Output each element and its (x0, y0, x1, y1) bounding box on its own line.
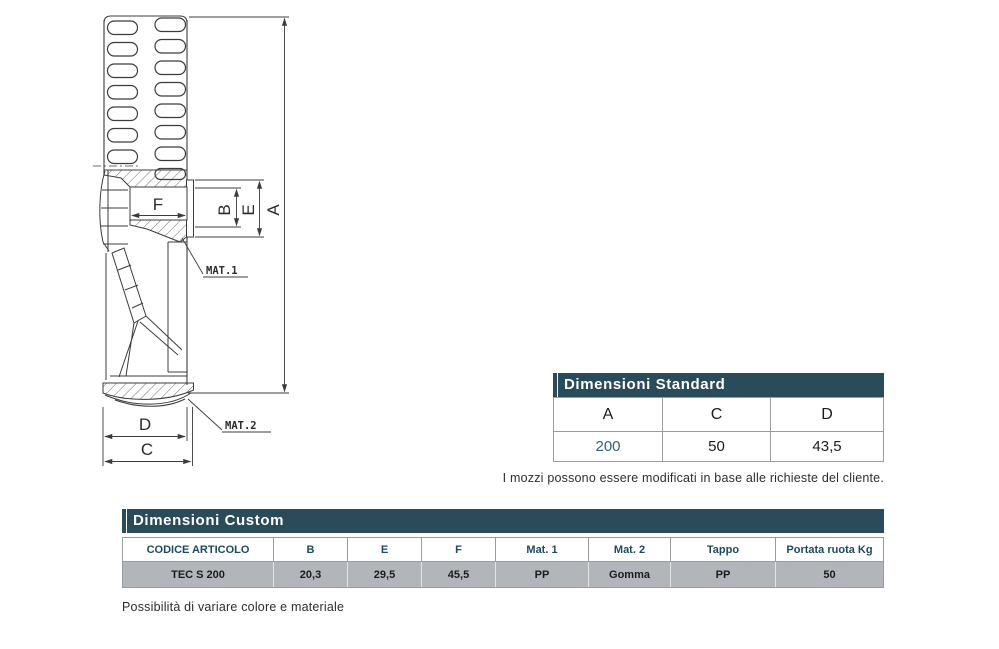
standard-table-header-row (554, 398, 883, 432)
bracket-profile (100, 170, 128, 252)
flange-section-hatched (104, 170, 194, 187)
standard-value-c: 50 (663, 432, 771, 461)
custom-table (122, 537, 884, 588)
custom-table-data-row (123, 562, 883, 587)
hub-lower-section-hatched (130, 220, 187, 242)
custom-col-mat2: Mat. 2 (589, 538, 671, 562)
standard-value-d: 43,5 (812, 438, 842, 455)
bottom-tread-section-hatched (103, 383, 194, 399)
standard-section-titlebar (553, 373, 884, 397)
standard-table (553, 397, 884, 462)
standard-note: I mozzi possono essere modificati in base alle richieste del cliente. (502, 471, 884, 485)
custom-col-portata: Portata ruota Kg (776, 538, 883, 562)
custom-cell-mat1: PP (496, 562, 589, 587)
custom-col-mat1: Mat. 1 (496, 538, 589, 562)
custom-cell-e: 29,5 (348, 562, 422, 587)
custom-col-tappo: Tappo (671, 538, 776, 562)
custom-cell-mat2: Gomma (589, 562, 671, 587)
titlebar-accent-line (126, 509, 127, 533)
dim-label-a: A (264, 204, 283, 216)
standard-table-value-row (554, 432, 883, 461)
standard-col-d: D (771, 398, 883, 432)
dim-label-c: C (140, 440, 154, 459)
custom-cell-f: 45,5 (422, 562, 496, 587)
custom-cell-codice: TEC S 200 (123, 562, 274, 587)
custom-cell-b: 20,3 (274, 562, 348, 587)
dim-label-d: D (138, 415, 152, 434)
standard-col-a: A (554, 398, 663, 432)
custom-cell-tappo: PP (671, 562, 776, 587)
hub-end-face (187, 180, 194, 237)
spoke-structure (105, 242, 187, 383)
wheel-technical-drawing (0, 0, 340, 500)
custom-section-titlebar (122, 509, 884, 533)
tread-lugs (108, 18, 186, 180)
custom-note: Possibilità di variare colore e materiale (122, 600, 345, 614)
standard-col-c: C (663, 398, 771, 432)
mat2-label: MAT.2 (225, 420, 257, 432)
custom-col-e: E (348, 538, 422, 562)
custom-col-f: F (422, 538, 496, 562)
custom-cell-portata: 50 (776, 562, 883, 587)
dim-label-e: E (239, 204, 258, 216)
custom-col-codice: CODICE ARTICOLO (123, 538, 274, 562)
custom-col-b: B (274, 538, 348, 562)
titlebar-accent-line (557, 373, 558, 397)
dim-label-b: B (215, 204, 234, 216)
standard-value-a: 200 (554, 432, 663, 461)
standard-section-title: Dimensioni Standard (564, 376, 726, 393)
dim-label-f: F (152, 195, 164, 214)
mat1-label: MAT.1 (206, 265, 238, 277)
custom-section-title: Dimensioni Custom (133, 512, 285, 529)
custom-table-header-row (123, 538, 883, 562)
